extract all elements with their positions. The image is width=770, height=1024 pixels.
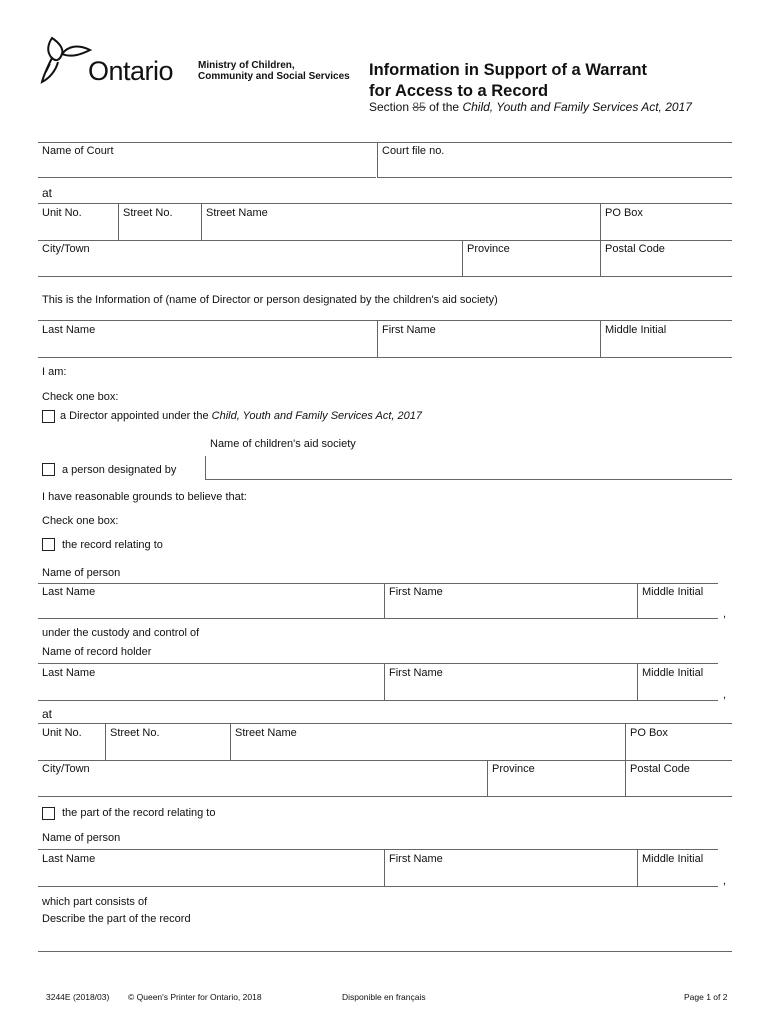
- holder-first-name-field[interactable]: [385, 681, 637, 701]
- informant-last-name-label: Last Name: [42, 324, 96, 336]
- po-box-label: PO Box: [605, 207, 643, 219]
- section-of: of the: [429, 100, 460, 114]
- postal-code-label: Postal Code: [605, 243, 665, 255]
- section-prefix: Section: [369, 100, 410, 114]
- holder-city-town-field[interactable]: [38, 777, 487, 797]
- logo-wordmark: Ontario: [88, 56, 174, 86]
- ministry-name-line1: Ministry of Children,: [198, 60, 295, 71]
- holder-at-label: at: [42, 707, 53, 721]
- informant-first-name-label: First Name: [382, 324, 436, 336]
- informant-first-name-field[interactable]: [378, 338, 600, 358]
- designated-checkbox[interactable]: [42, 463, 55, 476]
- part-last-name-field[interactable]: [38, 867, 384, 887]
- i-am-label: I am:: [42, 366, 67, 378]
- part-first-name-field[interactable]: [385, 867, 637, 887]
- holder-postal-code-label: Postal Code: [630, 763, 690, 775]
- director-checkbox[interactable]: [42, 410, 55, 423]
- role-check-one-label: Check one box:: [42, 391, 119, 403]
- director-act: Child, Youth and Family Services Act, 2017: [211, 410, 423, 422]
- city-town-field[interactable]: [38, 257, 462, 277]
- holder-last-name-label: Last Name: [42, 667, 96, 679]
- postal-code-field[interactable]: [601, 257, 732, 277]
- cas-name-field[interactable]: [206, 456, 732, 480]
- informant-middle-initial-label: Middle Initial: [605, 324, 667, 336]
- holder-postal-code-field[interactable]: [626, 777, 732, 797]
- grounds-check-one-label: Check one box:: [42, 515, 119, 527]
- holder-province-label: Province: [492, 763, 535, 775]
- part-middle-initial-label: Middle Initial: [642, 853, 704, 865]
- po-box-field[interactable]: [601, 221, 732, 241]
- part-person-name-heading: Name of person: [42, 832, 121, 844]
- part-middle-initial-field[interactable]: [638, 867, 718, 887]
- grounds-intro: I have reasonable grounds to believe that:: [42, 491, 247, 503]
- designated-option-label: a person designated by: [62, 464, 177, 476]
- record-relating-checkbox[interactable]: [42, 538, 55, 551]
- holder-comma: ,: [723, 689, 727, 701]
- holder-unit-no-field[interactable]: [38, 741, 105, 761]
- ministry-name-line2: Community and Social Services: [198, 71, 350, 82]
- part-description-field[interactable]: [38, 928, 732, 952]
- person-last-name-label: Last Name: [42, 586, 96, 598]
- informant-middle-initial-field[interactable]: [601, 338, 732, 358]
- part-first-name-label: First Name: [389, 853, 443, 865]
- holder-last-name-field[interactable]: [38, 681, 384, 701]
- holder-middle-initial-label: Middle Initial: [642, 667, 704, 679]
- unit-no-label: Unit No.: [42, 207, 82, 219]
- french-availability: Disponible en français: [342, 992, 426, 1002]
- informant-last-name-field[interactable]: [38, 338, 377, 358]
- part-describe-label: Describe the part of the record: [42, 913, 191, 925]
- court-at-label: at: [42, 186, 53, 200]
- person-first-name-label: First Name: [389, 586, 443, 598]
- section-number: 85: [412, 100, 426, 114]
- cas-name-label: Name of children's aid society: [210, 438, 356, 450]
- form-number: 3244E (2018/03): [46, 992, 110, 1002]
- province-label: Province: [467, 243, 510, 255]
- person-name-heading: Name of person: [42, 567, 121, 579]
- court-file-no-label: Court file no.: [382, 145, 445, 157]
- person-middle-initial-label: Middle Initial: [642, 586, 704, 598]
- holder-unit-no-label: Unit No.: [42, 727, 82, 739]
- person-comma: ,: [723, 608, 727, 620]
- city-town-label: City/Town: [42, 243, 90, 255]
- record-relating-label: the record relating to: [62, 539, 163, 551]
- section-reference: [369, 100, 692, 114]
- director-option-label: [60, 410, 422, 422]
- page-number: Page 1 of 2: [684, 992, 728, 1002]
- unit-no-field[interactable]: [38, 221, 118, 241]
- holder-street-name-field[interactable]: [231, 741, 625, 761]
- part-of-record-checkbox[interactable]: [42, 807, 55, 820]
- form-title-line2: for Access to a Record: [369, 82, 549, 100]
- part-comma: ,: [723, 875, 727, 887]
- ontario-logo: [38, 34, 188, 86]
- record-holder-heading: Name of record holder: [42, 646, 152, 658]
- holder-street-name-label: Street Name: [235, 727, 297, 739]
- street-name-field[interactable]: [202, 221, 600, 241]
- street-no-label: Street No.: [123, 207, 173, 219]
- province-field[interactable]: [463, 257, 600, 277]
- part-last-name-label: Last Name: [42, 853, 96, 865]
- part-consists-label: which part consists of: [42, 896, 148, 908]
- person-middle-initial-field[interactable]: [638, 599, 718, 619]
- holder-street-no-label: Street No.: [110, 727, 160, 739]
- court-file-no-field[interactable]: [378, 158, 732, 178]
- form-title-line1: Information in Support of a Warrant: [369, 61, 648, 79]
- part-of-record-label: the part of the record relating to: [62, 807, 216, 819]
- holder-first-name-label: First Name: [389, 667, 443, 679]
- holder-middle-initial-field[interactable]: [638, 681, 718, 701]
- court-name-field[interactable]: [38, 158, 376, 178]
- custody-label: under the custody and control of: [42, 627, 200, 639]
- person-last-name-field[interactable]: [38, 599, 384, 619]
- holder-street-no-field[interactable]: [106, 741, 230, 761]
- person-first-name-field[interactable]: [385, 599, 637, 619]
- court-name-label: Name of Court: [42, 145, 114, 157]
- section-act: Child, Youth and Family Services Act, 2017: [462, 100, 692, 114]
- holder-po-box-label: PO Box: [630, 727, 668, 739]
- street-name-label: Street Name: [206, 207, 268, 219]
- copyright-notice: © Queen's Printer for Ontario, 2018: [128, 992, 262, 1002]
- holder-po-box-field[interactable]: [626, 741, 732, 761]
- street-no-field[interactable]: [119, 221, 201, 241]
- director-prefix: a Director appointed under the: [60, 410, 209, 422]
- holder-city-town-label: City/Town: [42, 763, 90, 775]
- holder-province-field[interactable]: [488, 777, 625, 797]
- informant-intro: This is the Information of (name of Director or person designated by the children's aid society): [42, 294, 498, 306]
